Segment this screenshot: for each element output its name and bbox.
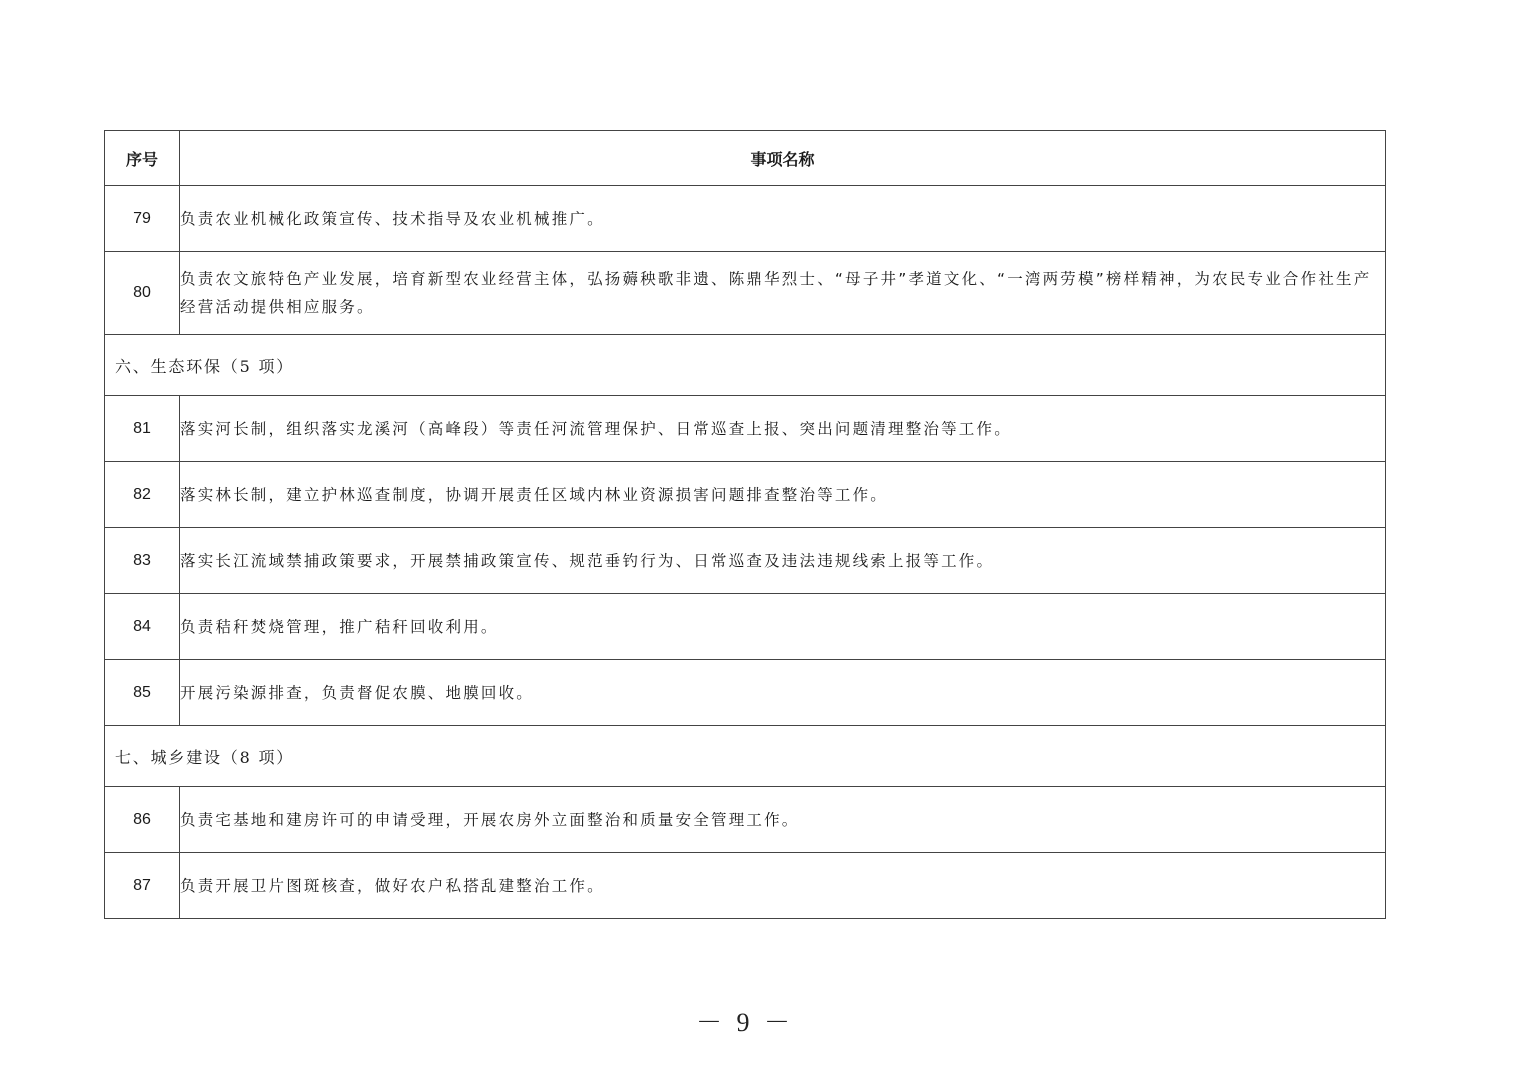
table-header-row [105,131,1386,186]
table-row [105,787,1386,853]
section-heading: 七、城乡建设（8 项） [105,726,1386,787]
row-name: 负责宅基地和建房许可的申请受理，开展农房外立面整治和质量安全管理工作。 [180,787,1386,853]
row-name: 落实河长制，组织落实龙溪河（高峰段）等责任河流管理保护、日常巡查上报、突出问题清理整治等工作。 [180,396,1386,462]
row-name: 负责秸秆焚烧管理，推广秸秆回收利用。 [180,594,1386,660]
row-no: 85 [105,660,180,726]
table-row [105,396,1386,462]
row-no: 84 [105,594,180,660]
row-no: 81 [105,396,180,462]
table-row [105,462,1386,528]
row-name: 落实长江流域禁捕政策要求，开展禁捕政策宣传、规范垂钓行为、日常巡查及违法违规线索上报等工作。 [180,528,1386,594]
table-row [105,528,1386,594]
header-no: 序号 [105,131,180,186]
table-row [105,186,1386,252]
page-number: － 9 － [695,1008,794,1037]
row-name: 负责开展卫片图斑核查，做好农户私搭乱建整治工作。 [180,853,1386,919]
row-name: 开展污染源排查，负责督促农膜、地膜回收。 [180,660,1386,726]
section-row [105,335,1386,396]
row-no: 79 [105,186,180,252]
header-name: 事项名称 [180,131,1386,186]
table-row [105,594,1386,660]
row-no: 87 [105,853,180,919]
table-row [105,853,1386,919]
table-row [105,252,1386,335]
row-no: 82 [105,462,180,528]
row-name: 负责农文旅特色产业发展，培育新型农业经营主体，弘扬薅秧歌非遗、陈鼎华烈士、“母子井”孝道文化、“一湾两劳模”榜样精神，为农民专业合作社生产经营活动提供相应服务。 [180,252,1386,335]
row-name: 落实林长制，建立护林巡查制度，协调开展责任区域内林业资源损害问题排查整治等工作。 [180,462,1386,528]
row-name: 负责农业机械化政策宣传、技术指导及农业机械推广。 [180,186,1386,252]
row-no: 80 [105,252,180,335]
table-row [105,660,1386,726]
row-no: 86 [105,787,180,853]
section-heading: 六、生态环保（5 项） [105,335,1386,396]
section-row [105,726,1386,787]
row-no: 83 [105,528,180,594]
items-table [104,130,1386,919]
